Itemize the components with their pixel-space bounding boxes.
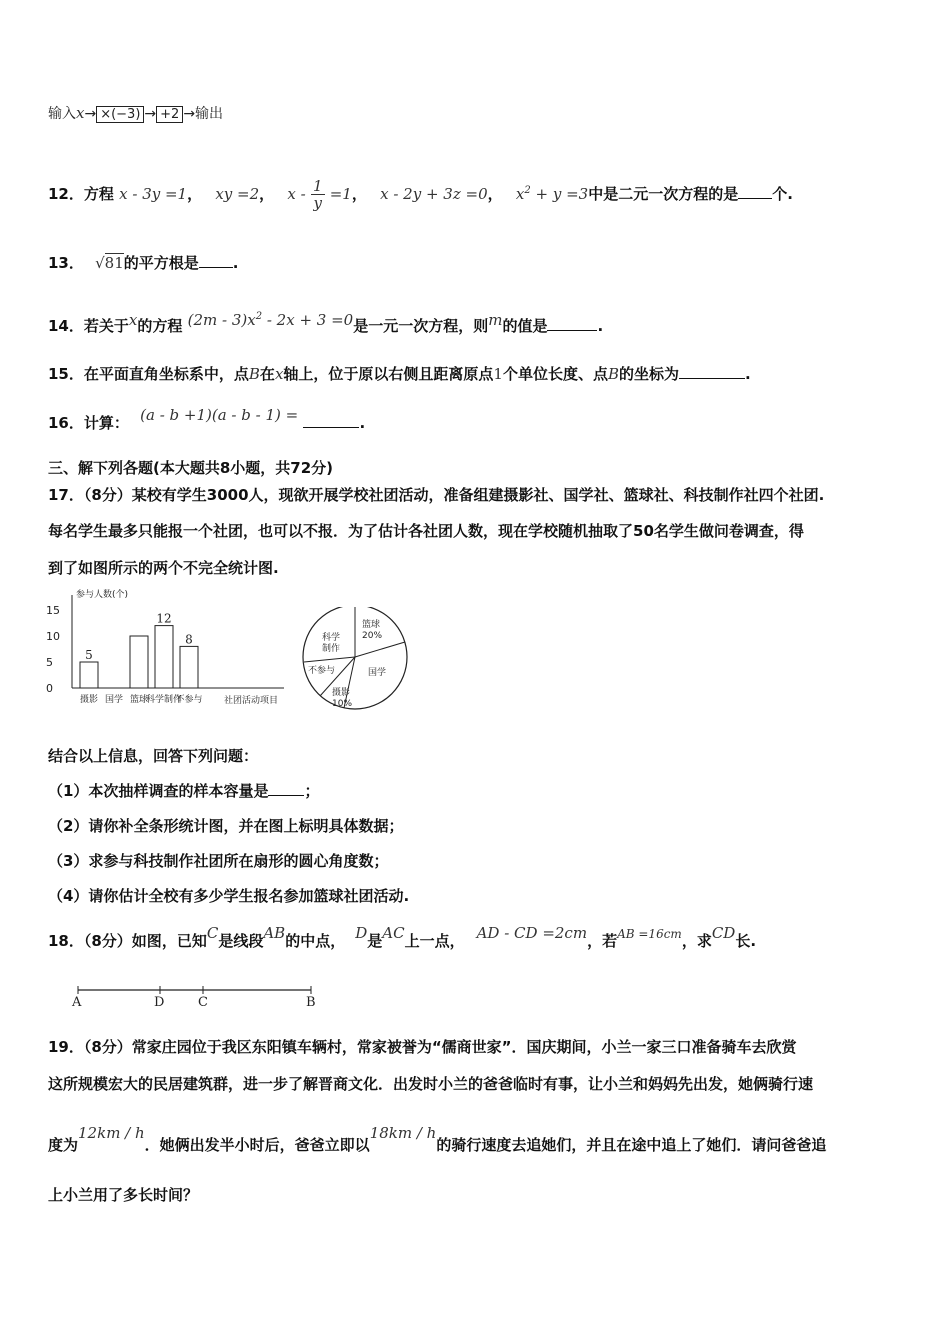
eq-part-a: (2m - 3)x bbox=[187, 311, 256, 329]
q19-line-1: 19．（8分）常家庄园位于我区东阳镇车辆村，常家被誉为“儒商世家”．国庆期间，小兰一家三口准备骑车去欣赏 bbox=[48, 1038, 797, 1056]
q17-sub-1 bbox=[48, 780, 319, 801]
question-number: 13． bbox=[48, 254, 84, 272]
q15-text-c: 轴上，位于原以右侧且距离原点 bbox=[283, 365, 494, 383]
pie-label-basketball-pct: 20% bbox=[362, 631, 383, 641]
q18-var-d: D bbox=[355, 924, 368, 942]
q12-end: 个. bbox=[772, 185, 793, 203]
question-number: 12． bbox=[48, 185, 84, 203]
y-tick-label: 10 bbox=[46, 630, 60, 643]
q12-eq2: xy =2 bbox=[215, 185, 260, 203]
q18-var-c: C bbox=[206, 924, 219, 942]
q12-eq3-left: x - bbox=[287, 185, 306, 203]
q18-eq2: AB =16cm bbox=[617, 927, 682, 941]
x-category-label: 国学 bbox=[104, 695, 124, 705]
bar-4 bbox=[180, 646, 198, 688]
q15-text-e: 的坐标为 bbox=[619, 365, 680, 383]
q18-text-e: 上一点， bbox=[404, 932, 465, 950]
q12-eq4: x - 2y + 3z =0 bbox=[380, 185, 488, 203]
pie-divider bbox=[304, 657, 355, 662]
question-12 bbox=[48, 178, 793, 211]
bar-data-label: 5 bbox=[85, 648, 93, 662]
q19-text-a: 度为 bbox=[48, 1136, 79, 1154]
point-b-label: B bbox=[306, 995, 316, 1010]
sub-question-end: ； bbox=[304, 782, 320, 800]
y-tick-label: 0 bbox=[46, 682, 53, 695]
arrow-icon: → bbox=[183, 106, 196, 122]
answer-blank[interactable] bbox=[199, 253, 233, 268]
pie-label-photo-pct: 10% bbox=[332, 699, 353, 709]
answer-blank[interactable] bbox=[547, 316, 597, 331]
question-14 bbox=[48, 311, 604, 336]
q12-eq5 bbox=[516, 185, 588, 203]
q18-text-h: 长. bbox=[735, 932, 757, 950]
separator: ， bbox=[259, 185, 275, 203]
q18-eq1: AD - CD =2cm bbox=[476, 924, 588, 942]
q18-text-c: 的中点， bbox=[285, 932, 346, 950]
q17-line-1: 17．（8分）某校有学生3000人，现欲开展学校社团活动，准备组建摄影社、国学社、篮球社、科技制作社四个社团. bbox=[48, 486, 825, 504]
q13-tail: 的平方根是 bbox=[123, 254, 199, 272]
q17-sub-2: （2）请你补全条形统计图，并在图上标明具体数据； bbox=[48, 817, 404, 835]
q14-tail2: 的值是 bbox=[502, 317, 548, 335]
bar-2 bbox=[130, 636, 148, 688]
q19-line-3 bbox=[48, 1124, 827, 1155]
q14-end: . bbox=[597, 317, 604, 335]
segment-diagram bbox=[68, 982, 328, 1010]
q12-tail: 中是二元一次方程的是 bbox=[588, 185, 739, 203]
eq5-rest: + y =3 bbox=[530, 185, 589, 203]
q19-speed-1: 12km / h bbox=[78, 1124, 145, 1142]
q12-eq1: x - 3y =1 bbox=[119, 185, 188, 203]
q18-text-b: 是线段 bbox=[218, 932, 264, 950]
question-number: 15． bbox=[48, 365, 84, 383]
flow-box-1: ×(−3) bbox=[96, 106, 144, 123]
separator: ， bbox=[351, 185, 367, 203]
y-tick-label: 5 bbox=[46, 656, 53, 669]
answer-blank[interactable] bbox=[679, 364, 745, 379]
flow-box-2: +2 bbox=[156, 106, 183, 123]
pie-label-basketball: 篮球 bbox=[362, 620, 381, 630]
question-13 bbox=[48, 252, 238, 273]
pie-label-science: 科学 bbox=[322, 633, 341, 643]
q15-text-b: 在 bbox=[259, 365, 275, 383]
answer-blank[interactable] bbox=[738, 184, 772, 199]
pie-label-guoxue: 国学 bbox=[368, 668, 387, 678]
q18-var-cd: CD bbox=[711, 924, 736, 942]
point-a-label: A bbox=[72, 995, 82, 1010]
pie-chart bbox=[300, 607, 415, 717]
bar-3 bbox=[155, 626, 173, 688]
q15-point: B bbox=[607, 365, 620, 383]
q14-mid: 的方程 bbox=[137, 317, 183, 335]
y-axis-label: 参与人数(个) bbox=[76, 590, 129, 600]
pie-label-photo: 摄影 bbox=[332, 688, 351, 698]
flow-suffix: 输出 bbox=[195, 106, 224, 122]
q19-speed-2: 18km / h bbox=[369, 1124, 437, 1142]
answer-blank[interactable] bbox=[268, 781, 304, 796]
q17-sub-3: （3）求参与科技制作社团所在扇形的圆心角度数； bbox=[48, 852, 389, 870]
eq-exp: 2 bbox=[255, 311, 263, 322]
q17-sub-4: （4）请你估计全校有多少学生报名参加篮球社团活动. bbox=[48, 887, 410, 905]
q19-line-2: 这所规模宏大的民居建筑群，进一步了解晋商文化．出发时小兰的爸爸临时有事，让小兰和妈妈先出发，她俩骑行速 bbox=[48, 1075, 814, 1093]
q15-text-d: 个单位长度、点 bbox=[502, 365, 608, 383]
x-category-label: 不参与 bbox=[175, 695, 203, 705]
sub-question-text: （1）本次抽样调查的样本容量是 bbox=[48, 782, 269, 800]
flow-prefix: 输入 bbox=[48, 106, 76, 122]
q14-var: x bbox=[128, 311, 138, 329]
arrow-icon: → bbox=[144, 106, 157, 122]
point-c-label: C bbox=[198, 995, 208, 1010]
x-category-label: 科学制作 bbox=[145, 695, 183, 705]
fraction-numerator: 1 bbox=[312, 177, 323, 195]
eq-part-b: - 2x + 3 =0 bbox=[262, 311, 354, 329]
x-category-label: 篮球 bbox=[129, 695, 149, 705]
q19-line-4: 上小兰用了多长时间？ bbox=[48, 1186, 199, 1204]
bar-0 bbox=[80, 662, 98, 688]
q14-lead: 若关于 bbox=[83, 317, 129, 335]
q19-text-c: 的骑行速度去追她们，并且在途中追上了她们．请问爸爸追 bbox=[436, 1136, 827, 1154]
bar-data-label: 12 bbox=[156, 611, 172, 626]
answer-blank[interactable] bbox=[303, 413, 359, 428]
q16-end: . bbox=[359, 414, 366, 432]
q18-var-ac: AC bbox=[382, 924, 405, 942]
flow-var: x bbox=[76, 104, 85, 122]
q15-end: . bbox=[745, 365, 751, 383]
q14-equation bbox=[188, 311, 354, 329]
arrow-icon: → bbox=[84, 106, 97, 122]
q12-fraction bbox=[311, 178, 325, 211]
q13-end: . bbox=[232, 254, 239, 272]
q15-axis: x bbox=[274, 365, 284, 383]
sqrt-icon: √ bbox=[95, 254, 105, 272]
fraction-denominator: y bbox=[313, 194, 322, 212]
question-15 bbox=[48, 363, 751, 384]
flow-diagram bbox=[48, 103, 223, 123]
x-category-label: 摄影 bbox=[79, 695, 99, 705]
q12-lead: 方程 bbox=[83, 185, 114, 203]
q15-text-a: 在平面直角坐标系中，点 bbox=[83, 365, 249, 383]
radicand: 81 bbox=[104, 254, 124, 272]
eq5-exp: 2 bbox=[524, 185, 531, 196]
eq5-base: x bbox=[515, 185, 525, 203]
q14-var2: m bbox=[488, 311, 503, 329]
question-16 bbox=[48, 404, 366, 432]
sqrt-expression bbox=[95, 254, 124, 272]
pie-label-none: 不参与 bbox=[308, 666, 336, 676]
question-18 bbox=[48, 924, 757, 951]
q12-eq3-right: =1 bbox=[329, 185, 352, 203]
separator: ， bbox=[187, 185, 203, 203]
separator: ， bbox=[487, 185, 503, 203]
bar-chart bbox=[44, 585, 294, 715]
q17-after: 结合以上信息，回答下列问题： bbox=[48, 747, 259, 765]
question-number: 16． bbox=[48, 414, 84, 432]
question-number: 18． bbox=[48, 932, 84, 950]
section-heading: 三、解下列各题(本大题共8小题，共72分) bbox=[48, 459, 334, 477]
q15-point: B bbox=[248, 365, 260, 383]
bar-data-label: 8 bbox=[185, 632, 193, 647]
q18-text-d: 是 bbox=[367, 932, 383, 950]
pie-label-science-2: 制作 bbox=[322, 644, 341, 654]
q16-lead: 计算： bbox=[83, 414, 129, 432]
q18-text-g: ，求 bbox=[681, 932, 712, 950]
q16-expression: (a - b +1)(a - b - 1) = bbox=[140, 406, 299, 424]
q15-one: 1 bbox=[493, 365, 503, 383]
q19-text-b: ．她俩出发半小时后，爸爸立即以 bbox=[144, 1136, 370, 1154]
q17-line-3: 到了如图所示的两个不完全统计图. bbox=[48, 559, 279, 577]
pie-divider bbox=[355, 642, 405, 657]
y-tick-label: 15 bbox=[46, 604, 60, 617]
q18-text-a: （8分）如图，已知 bbox=[83, 932, 207, 950]
x-axis-label: 社团活动项目 bbox=[224, 696, 279, 706]
q18-var-ab: AB bbox=[263, 924, 286, 942]
q18-text-f: ，若 bbox=[587, 932, 618, 950]
q17-line-2: 每名学生最多只能报一个社团，也可以不报．为了估计各社团人数，现在学校随机抽取了50名学生做问卷调查，得 bbox=[48, 522, 804, 540]
point-d-label: D bbox=[154, 995, 165, 1010]
q14-tail: 是一元一次方程，则 bbox=[353, 317, 489, 335]
question-number: 14． bbox=[48, 317, 84, 335]
